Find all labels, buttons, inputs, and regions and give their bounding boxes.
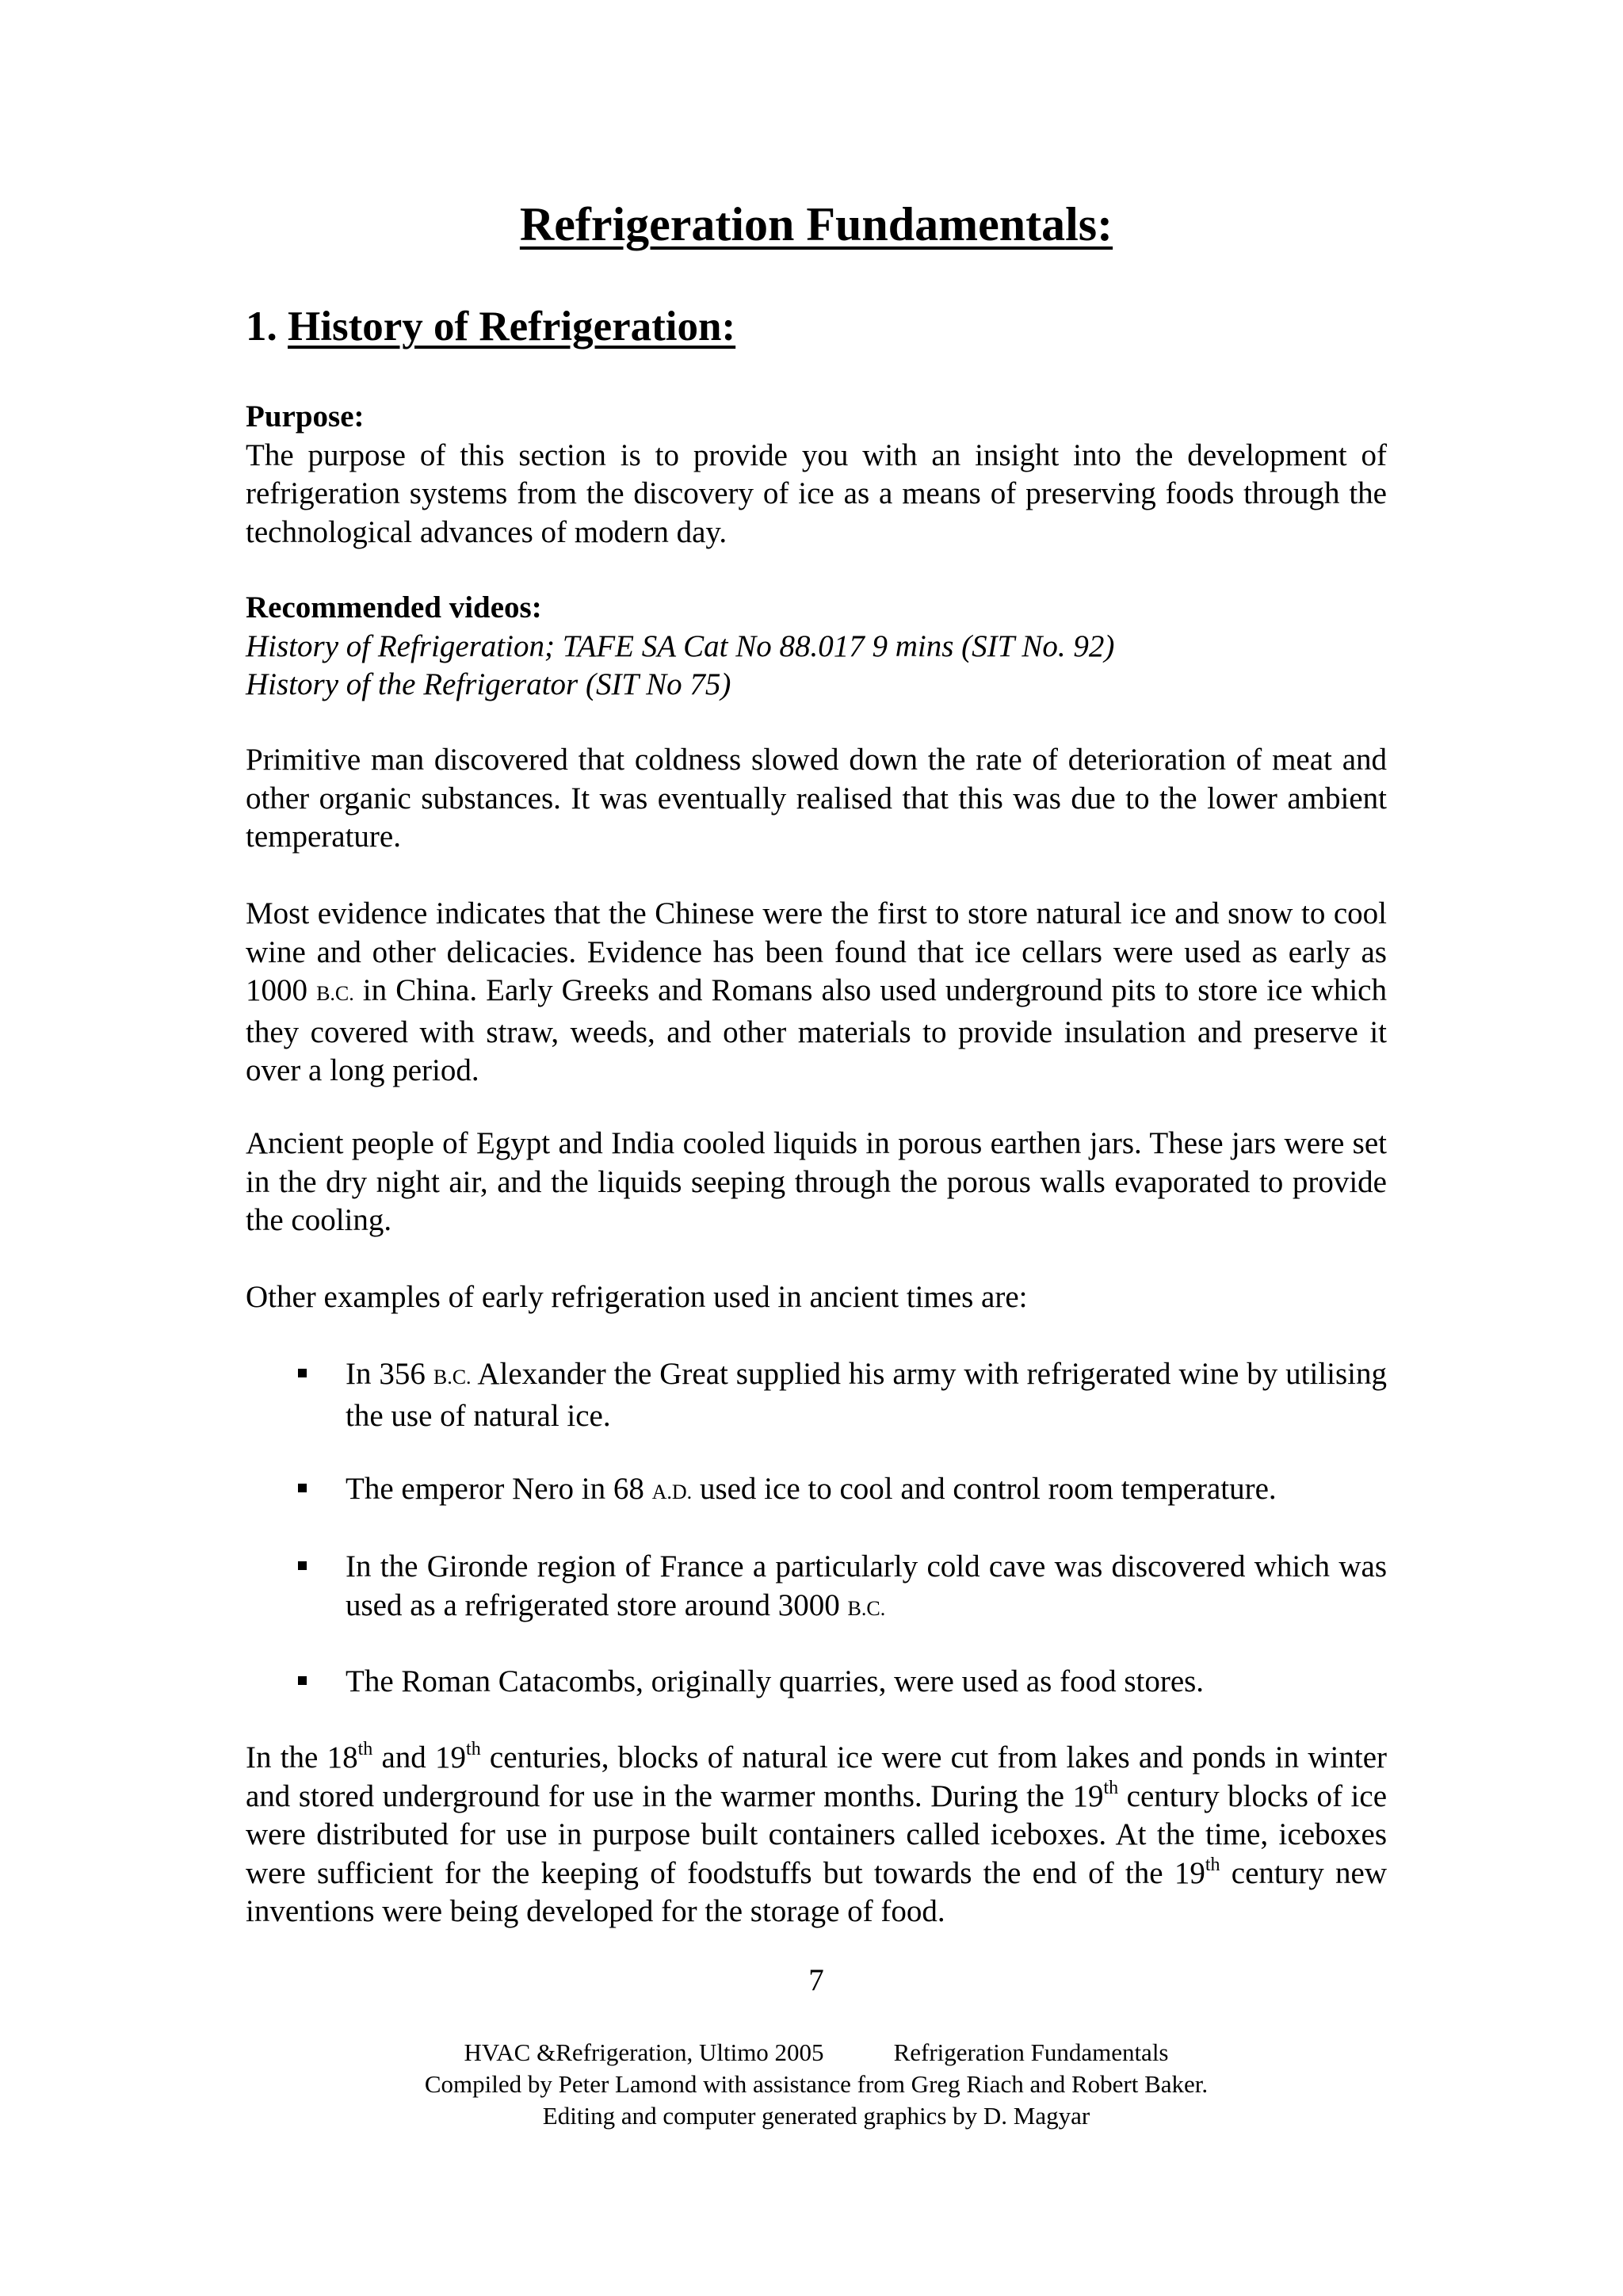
list-item-text: [346, 1470, 1387, 1512]
videos-block: [246, 589, 1387, 705]
paragraph-text: century new inventions were being developed for the storage of food.: [246, 1855, 1387, 1928]
paragraph-text: In the 18: [246, 1740, 358, 1775]
page-number: 7: [808, 1963, 824, 1997]
paragraph-egypt: Ancient people of Egypt and India cooled liquids in porous earthen jars. These jars were set in the dry night air, and the liquids seeping through the porous walls evaporated to provide the cooling.: [246, 1126, 1387, 1237]
era-abbreviation: B.C.: [316, 982, 354, 1005]
footer-subject: Refrigeration Fundamentals: [893, 2038, 1169, 2066]
paragraph-text: century blocks of ice were distributed for use in purpose built containers called iceboxes. At the time, iceboxes were sufficient for the keeping of foodstuffs but towards the end of the 19: [246, 1778, 1388, 1890]
bullet-icon: [298, 1561, 307, 1570]
list-item-text: [346, 1548, 1387, 1628]
ordinal-suffix: th: [466, 1739, 481, 1759]
page-title: Refrigeration Fundamentals:: [519, 198, 1113, 250]
paragraph-examples-intro: Other examples of early refrigeration used in ancient times are:: [246, 1280, 1028, 1314]
paragraph-text: Most evidence indicates that the Chinese were the first to store natural ice and snow to cool wine and other delicacies. Evidence has been found that ice cellars were used as early as 1000: [246, 896, 1387, 1007]
list-item-segment: The emperor Nero in 68: [346, 1472, 652, 1506]
paragraph-text: and 19: [372, 1740, 467, 1775]
footer-line-3: Editing and computer generated graphics by D. Magyar: [542, 2102, 1090, 2130]
ordinal-suffix: th: [1205, 1854, 1220, 1875]
era-abbreviation: B.C.: [433, 1366, 472, 1389]
paragraph-primitive: Primitive man discovered that coldness slowed down the rate of deterioration of meat and other organic substances. It was eventually realised that this was due to the lower ambient temperature.: [246, 743, 1387, 854]
list-item-text: [346, 1355, 1387, 1435]
list-item-segment: In 356: [346, 1357, 433, 1391]
section-heading: [246, 304, 735, 350]
section-number: 1.: [246, 304, 277, 350]
video-item: History of Refrigeration; TAFE SA Cat No 88.017 9 mins (SIT No. 92): [246, 628, 1115, 663]
videos-label: Recommended videos:: [246, 590, 542, 625]
purpose-text: The purpose of this section is to provide you with an insight into the development of refrigeration systems from the discovery of ice as a means of preserving foods through the technological advances of modern day.: [246, 437, 1387, 549]
era-abbreviation: A.D.: [651, 1480, 693, 1503]
purpose-block: [246, 398, 1387, 552]
era-abbreviation: B.C.: [847, 1596, 886, 1620]
footer-course: HVAC &Refrigeration, Ultimo 2005: [464, 2038, 824, 2066]
purpose-label: Purpose:: [246, 399, 365, 434]
paragraph-18th-19th-century: [246, 1739, 1387, 1931]
bullet-icon: [298, 1676, 307, 1685]
ordinal-suffix: th: [1103, 1777, 1119, 1798]
footer-line-2: Compiled by Peter Lamond with assistance from Greg Riach and Robert Baker.: [424, 2070, 1209, 2098]
list-item-text: The Roman Catacombs, originally quarries, were used as food stores.: [346, 1664, 1205, 1698]
bullet-icon: [298, 1369, 307, 1377]
list-item-segment: In the Gironde region of France a particularly cold cave was discovered which was used as a refrigerated store around 3000: [346, 1549, 1387, 1622]
bullet-icon: [298, 1484, 307, 1492]
list-item-segment: used ice to cool and control room temperature.: [692, 1472, 1277, 1506]
video-item: History of the Refrigerator (SIT No 75): [246, 667, 731, 701]
list-item-segment: Alexander the Great supplied his army with refrigerated wine by utilising the use of natural ice.: [346, 1357, 1387, 1433]
section-title: History of Refrigeration:: [288, 304, 736, 350]
footer-line-1: [246, 2037, 1387, 2069]
paragraph-chinese: [246, 895, 1387, 1091]
page-footer: [246, 2037, 1387, 2132]
ordinal-suffix: th: [357, 1739, 373, 1759]
paragraph-text: in China. Early Greeks and Romans also used underground pits to store ice which they covered with straw, weeds, and other materials to provide insulation and preserve it over a long period.: [246, 973, 1387, 1087]
paragraph-text: centuries, blocks of natural ice were cut from lakes and ponds in winter and stored underground for use in the warmer months. During the 19: [246, 1740, 1387, 1813]
